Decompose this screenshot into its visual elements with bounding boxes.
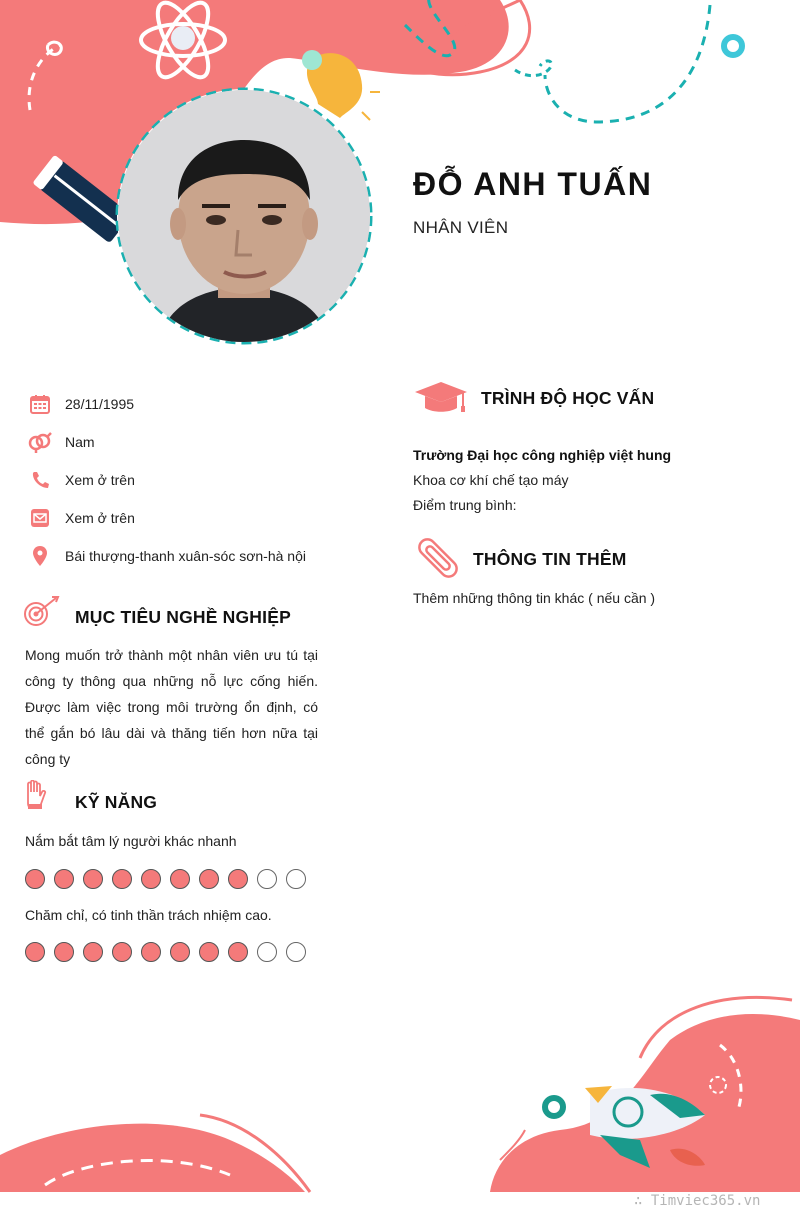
rating-dot-filled <box>228 942 248 962</box>
candidate-position: NHÂN VIÊN <box>413 218 509 237</box>
contact-phone <box>28 461 306 499</box>
gpa-label: Điểm trung bình: <box>413 497 517 513</box>
rating-dot-filled <box>228 869 248 889</box>
rating-dot-filled <box>170 942 190 962</box>
extra-text: Thêm những thông tin khác ( nếu cần ) <box>413 590 656 606</box>
rating-dot-empty <box>286 942 306 962</box>
calendar-icon <box>28 392 52 416</box>
objective-title: MỤC TIÊU NGHỀ NGHIỆP <box>75 607 291 627</box>
email-value: Xem ở trên <box>65 510 135 526</box>
skill-name-2: Chăm chỉ, có tinh thần trách nhiệm cao. <box>25 907 272 923</box>
education-title: TRÌNH ĐỘ HỌC VẤN <box>481 388 655 408</box>
rating-dot-filled <box>199 942 219 962</box>
rating-dot-empty <box>257 869 277 889</box>
hand-icon <box>25 780 47 810</box>
phone-value: Xem ở trên <box>65 472 135 488</box>
rating-dot-filled <box>25 869 45 889</box>
watermark: ∴ Timviec365.vn <box>634 1193 761 1209</box>
phone-icon <box>28 468 52 492</box>
gender-value: Nam <box>65 434 95 450</box>
contact-birthday <box>28 385 306 423</box>
rating-dot-filled <box>170 869 190 889</box>
address-value: Bái thượng-thanh xuân-sóc sơn-hà nội <box>65 548 306 564</box>
skill-rating-2 <box>25 942 315 962</box>
email-icon <box>28 506 52 530</box>
rating-dot-filled <box>112 942 132 962</box>
rating-dot-filled <box>25 942 45 962</box>
contact-list <box>28 385 306 575</box>
major: Khoa cơ khí chế tạo máy <box>413 472 569 488</box>
paperclip-icon <box>416 537 460 579</box>
education-entry <box>413 443 671 518</box>
rating-dot-filled <box>199 869 219 889</box>
contact-address <box>28 537 306 575</box>
rating-dot-empty <box>257 942 277 962</box>
contact-gender <box>28 423 306 461</box>
school-name: Trường Đại học công nghiệp việt hung <box>413 447 672 463</box>
gender-icon <box>28 430 52 454</box>
target-icon <box>24 596 60 628</box>
profile-photo-frame <box>113 85 375 347</box>
skill-rating-1 <box>25 869 315 889</box>
graduation-cap-icon <box>413 380 469 414</box>
skill-name-1: Nắm bắt tâm lý người khác nhanh <box>25 833 237 849</box>
skills-title: KỸ NĂNG <box>75 792 158 812</box>
rating-dot-filled <box>54 942 74 962</box>
avatar <box>118 90 370 342</box>
birthday-value: 28/11/1995 <box>65 396 135 412</box>
objective-text: Mong muốn trở thành một nhân viên ưu tú tại công ty thông qua những nỗ lực cống hiến. Được làm việc trong môi trường ổn định, có thể gắn bó lâu dài và thăng tiến hơn nữa tại công ty <box>25 647 318 767</box>
rating-dot-filled <box>141 942 161 962</box>
location-pin-icon <box>28 544 52 568</box>
extra-title: THÔNG TIN THÊM <box>473 549 627 569</box>
candidate-name: ĐỖ ANH TUẤN <box>413 166 653 202</box>
rating-dot-filled <box>54 869 74 889</box>
contact-email <box>28 499 306 537</box>
rating-dot-filled <box>83 869 103 889</box>
rating-dot-empty <box>286 869 306 889</box>
rating-dot-filled <box>83 942 103 962</box>
rating-dot-filled <box>141 869 161 889</box>
rating-dot-filled <box>112 869 132 889</box>
